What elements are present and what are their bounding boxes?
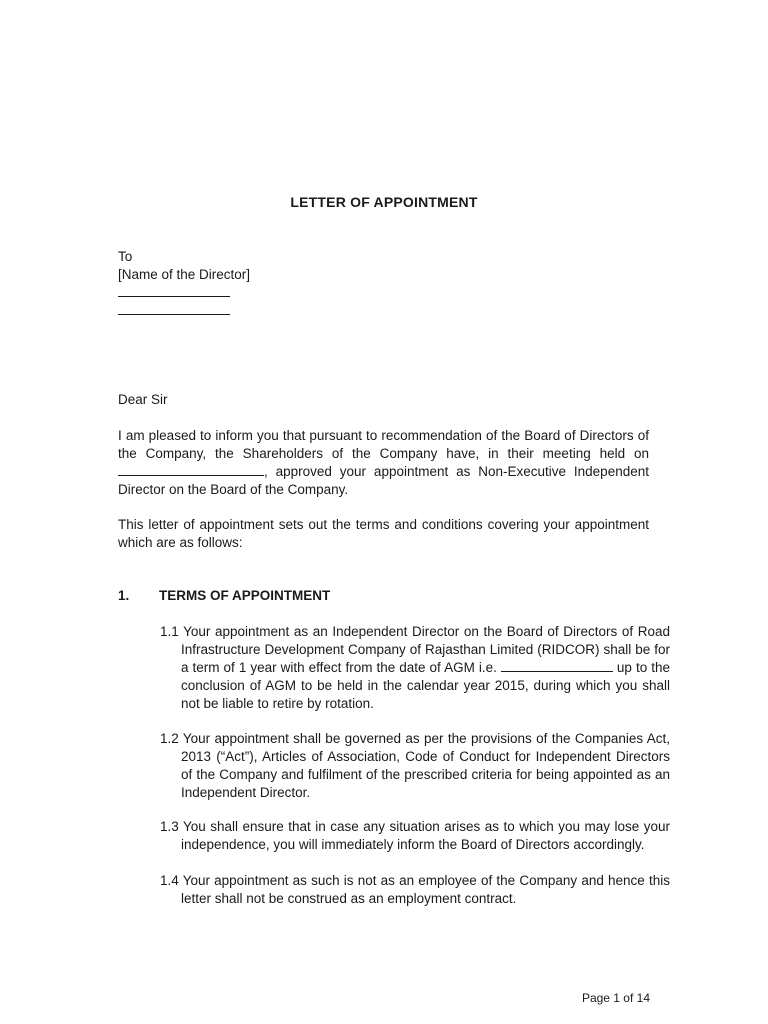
clause-1-4: 1.4 Your appointment as such is not as an employee of the Company and hence this letter shall not be construed as an employment contract. [160,873,670,906]
addressee-to: To [118,249,133,264]
salutation: Dear Sir [118,392,168,407]
intro-paragraph [118,427,649,499]
clause-1-1-text-before: 1.1 Your appointment as an Independent Director on the Board of Directors of Road Infrastructure Development Company of Rajasthan Limited (RIDCOR) shall be for a term of 1 year with effect from the date of AGM i.e. [160,624,670,675]
addressee-block [118,248,250,320]
clause-1-3: 1.3 You shall ensure that in case any situation arises as to which you may lose your independence, you will immediately inform the Board of Directors accordingly. [160,819,670,852]
clause-1-2: 1.2 Your appointment shall be governed as per the provisions of the Companies Act, 2013 (“Act”), Articles of Association, Code of Conduct for Independent Directors of the Company and fulfilment of the prescribed criteria for being appointed as an Independent Director. [160,731,670,800]
agm-date-blank [501,661,613,672]
addressee-name: [Name of the Director] [118,267,251,282]
address-blank-line-2 [118,304,230,315]
terms-intro-paragraph: This letter of appointment sets out the terms and conditions covering your appointment which are as follows: [118,517,649,550]
clause-1-1 [160,623,670,713]
intro-text-before: I am pleased to inform you that pursuant to recommendation of the Board of Directors of the Company, the Shareholders of the Company have, in their meeting held on [118,428,649,461]
page-number: Page 1 of 14 [581,991,650,1005]
document-title: LETTER OF APPOINTMENT [290,194,478,210]
section-number: 1. [118,588,130,603]
meeting-date-blank [118,465,264,476]
address-blank-line-1 [118,286,230,297]
section-heading [118,587,330,605]
intro-text-after: , approved your appointment as Non-Executive Independent Director on the Board of the Company. [118,464,649,497]
clause-1-1-text-after: up to the conclusion of AGM to be held in the calendar year 2015, during which you shall not be liable to retire by rotation. [181,660,670,711]
section-title: TERMS OF APPOINTMENT [159,588,331,603]
